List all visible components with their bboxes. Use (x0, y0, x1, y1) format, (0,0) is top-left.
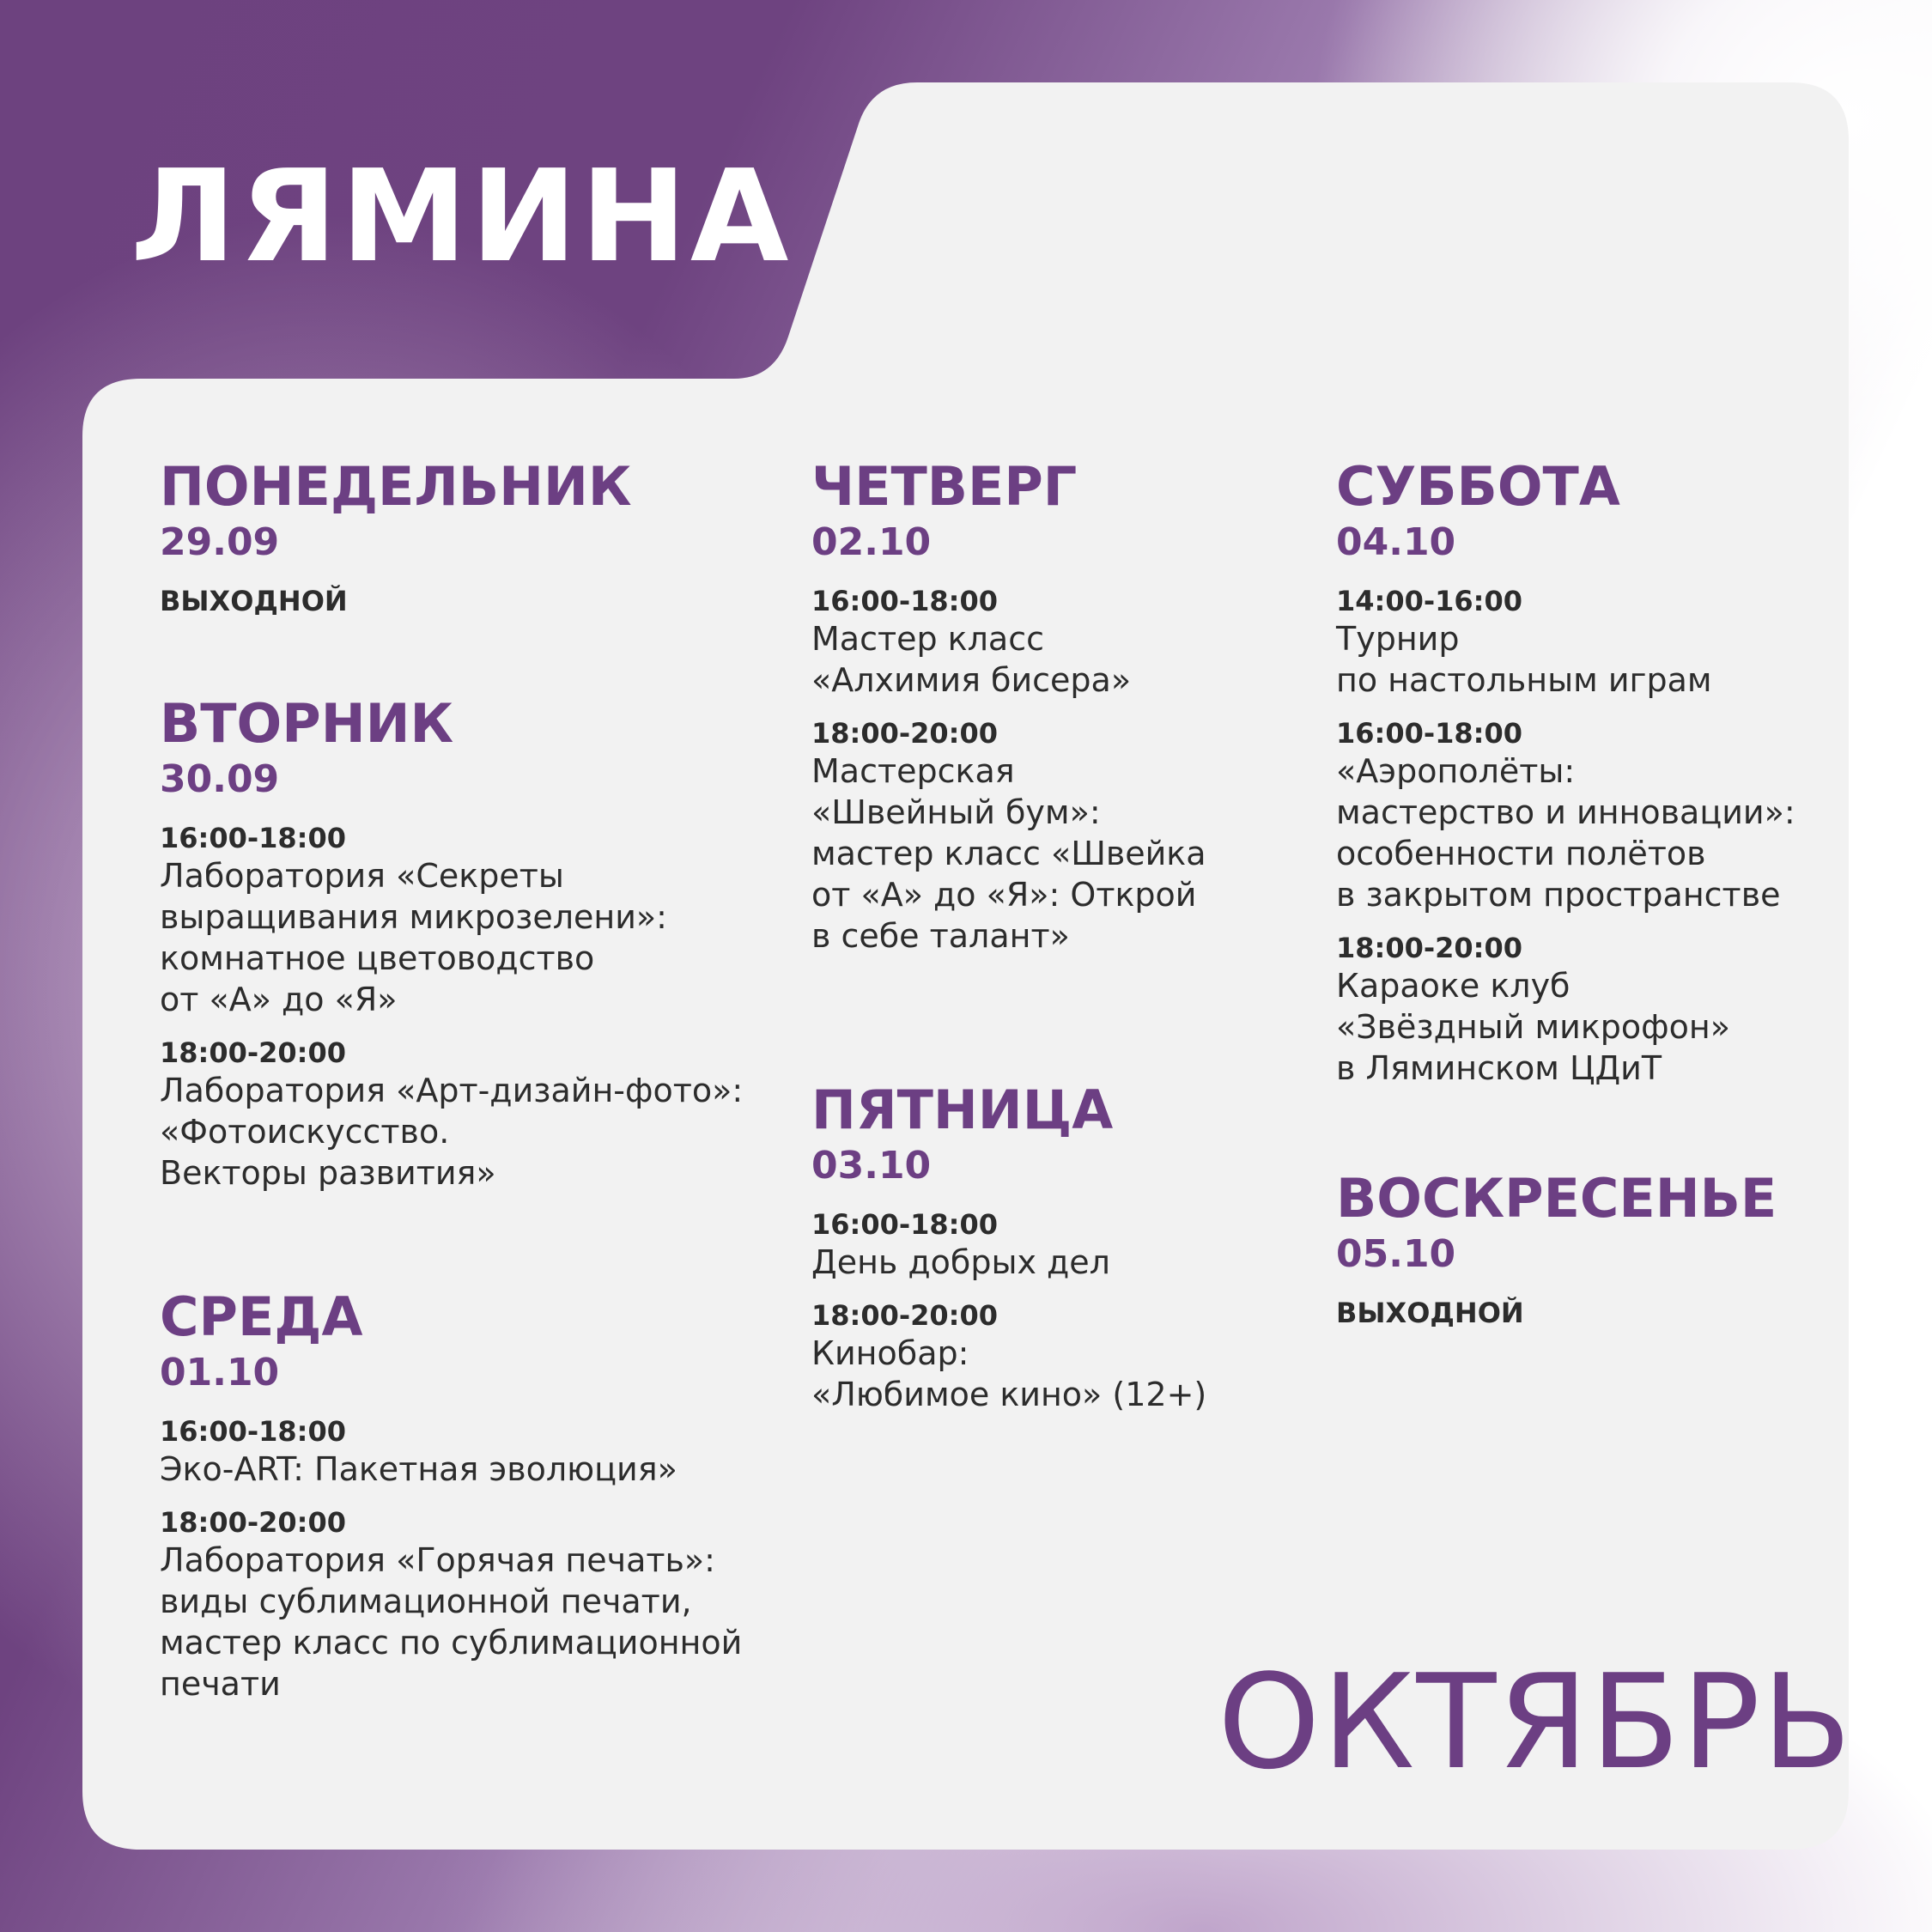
day-date: 29.09 (160, 520, 280, 564)
day-monday (160, 455, 632, 617)
month-label: ОКТЯБРЬ (1218, 1646, 1854, 1798)
day-name: ПОНЕДЕЛЬНИК (160, 455, 632, 518)
day-saturday (1336, 455, 1795, 1089)
day-date: 02.10 (811, 520, 932, 564)
event-time: 18:00-20:00 (160, 1036, 346, 1069)
event-time: 18:00-20:00 (811, 1299, 998, 1332)
event-description: Кинобар: «Любимое кино» (12+) (811, 1334, 1207, 1413)
day-date: 30.09 (160, 757, 280, 801)
event-description: Лаборатория «Арт-дизайн-фото»: «Фотоискусство. Векторы развития» (160, 1072, 744, 1192)
day-date: 01.10 (160, 1351, 280, 1394)
event-time: 18:00-20:00 (1336, 932, 1522, 964)
event-description: Эко-ART: Пакетная эволюция» (160, 1450, 677, 1488)
event-description: Лаборатория «Горячая печать»: виды сублимационной печати, мастер класс по сублимационной печати (160, 1541, 743, 1703)
day-off-label: ВЫХОДНОЙ (1336, 1297, 1524, 1329)
day-name: ЧЕТВЕРГ (811, 455, 1078, 518)
event-description: Лаборатория «Секреты выращивания микрозелени»: комнатное цветоводство от «А» до «Я» (160, 857, 667, 1018)
day-friday (811, 1078, 1207, 1415)
day-name: ВОСКРЕСЕНЬЕ (1336, 1167, 1777, 1230)
event-description: «Аэрополёты: мастерство и инновации»: особенности полётов в закрытом пространстве (1336, 752, 1795, 914)
event-time: 16:00-18:00 (811, 1208, 998, 1241)
day-sunday (1336, 1167, 1777, 1329)
event-description: Мастер класс «Алхимия бисера» (811, 620, 1132, 699)
day-tuesday (160, 692, 744, 1194)
page-title: ЛЯМИНА (131, 143, 793, 290)
event-time: 16:00-18:00 (160, 1415, 346, 1448)
event-description: Караоке клуб «Звёздный микрофон» в Ляминском ЦДиТ (1336, 967, 1731, 1087)
event-time: 16:00-18:00 (1336, 717, 1522, 750)
day-wednesday (160, 1285, 743, 1704)
day-name: СРЕДА (160, 1285, 363, 1348)
day-name: СУББОТА (1336, 455, 1620, 518)
event-time: 18:00-20:00 (811, 717, 998, 750)
day-date: 03.10 (811, 1144, 932, 1188)
event-time: 14:00-16:00 (1336, 585, 1522, 617)
day-date: 05.10 (1336, 1232, 1456, 1276)
day-name: ВТОРНИК (160, 692, 454, 755)
day-name: ПЯТНИЦА (811, 1078, 1114, 1141)
event-description: День добрых дел (811, 1243, 1110, 1281)
event-time: 16:00-18:00 (160, 822, 346, 854)
day-thursday (811, 455, 1206, 957)
event-time: 16:00-18:00 (811, 585, 998, 617)
day-date: 04.10 (1336, 520, 1456, 564)
day-off-label: ВЫХОДНОЙ (160, 585, 348, 617)
event-time: 18:00-20:00 (160, 1506, 346, 1539)
event-description: Мастерская «Швейный бум»: мастер класс «Швейка от «А» до «Я»: Открой в себе талант» (811, 752, 1206, 955)
event-description: Турнир по настольным играм (1336, 620, 1712, 699)
